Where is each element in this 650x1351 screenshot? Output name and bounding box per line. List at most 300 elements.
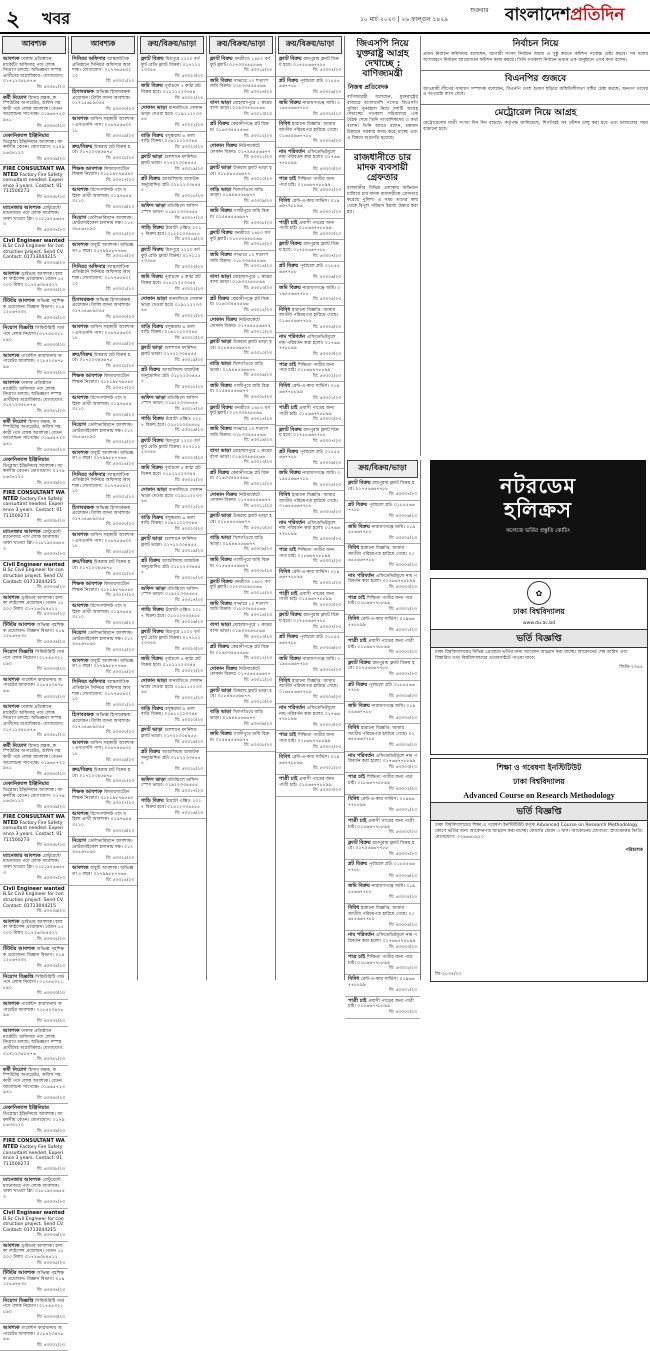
ad-ref: বি: ৫৩৩০৩/২৩ xyxy=(388,764,417,770)
ad-title: জমি বিক্রয় xyxy=(210,600,234,607)
ad-title: FIRE CONSULTANT WANTED xyxy=(3,814,65,826)
classified-ad xyxy=(276,493,344,518)
ad-ref: বি: ৫৩৩৩২/২৩ xyxy=(36,694,65,700)
classified-ad xyxy=(138,587,206,607)
ad-ref: বি: ৫৩৩৩৬/২৩ xyxy=(36,909,65,915)
ad-body: গুলশানে ফার্নিশড ফ্ল্যাট ভাড়া। ০১৭২২৩৩৪৪৫৫ xyxy=(141,537,197,548)
ad-body: মিরপুরে ১২০০ বর্গফুট রেডি ফ্ল্যাট বিক্রয়। ০১৭১১২২৩৩৪৪ xyxy=(141,57,201,74)
ad-title: শিক্ষক আবশ্যক xyxy=(72,581,104,588)
classified-ad xyxy=(276,221,344,241)
ad-ref: বি: ৫৩৩৩৪/২৩ xyxy=(36,315,65,321)
ad-body: নারায়ণগঞ্জে জমি। ০১৯৫৫৬৬৭৭৮৮ xyxy=(279,471,341,483)
ad-title: পাত্র চাই xyxy=(348,774,367,781)
classified-ad xyxy=(138,325,206,345)
ads-list xyxy=(276,57,344,797)
ad-ref: বি: ৫৩৩০২/২৩ xyxy=(312,559,341,565)
ad-title: কর্মী নিয়োগ xyxy=(3,742,29,749)
ad-title: বিবিধ xyxy=(279,197,292,204)
ad-body: বনশ্রীতে ১৪৫০ বর্গফুট ফ্ল্যাট। ০১৭৩৩৪৪৫৫৬৬ xyxy=(210,579,271,591)
ad-line-2: হলিক্রস xyxy=(503,497,573,522)
ad-title: ম্যানেজার আবশ্যক xyxy=(3,852,43,859)
ad-title: ফ্ল্যাট ভাড়া xyxy=(141,154,165,161)
classified-ad xyxy=(276,363,344,383)
ad-ref: বি: ৫৩৩৩৭/২৩ xyxy=(36,876,65,882)
ad-body: মিরপুরে ১২০০ বর্গফুট রেডি ফ্ল্যাট বিক্রয়। ০১৭১১২২৩৩৪৪ xyxy=(141,248,201,265)
ad-title: মেকানিক্যাল ইঞ্জিনিয়ার xyxy=(3,133,49,140)
ad-body: ড্রাইভার আবশ্যক। হালকা লাইসেন্স প্রয়োজন। বেতন ১৫০০০ টাকা। ০১৭২৬৩৮৪৫১২ xyxy=(3,1243,64,1261)
classified-column-2 xyxy=(69,36,138,980)
classified-ad xyxy=(138,297,206,322)
classified-ad xyxy=(0,134,68,165)
ad-ref: বি: ৫৩৩৪১/২৩ xyxy=(36,409,65,415)
ad-ref: বি: ৫৩৩২০/২৩ xyxy=(174,335,203,341)
ad-title: প্লট বিক্রয় xyxy=(348,681,369,688)
ad-ref: বি: ৫৩৩০৪/২৩ xyxy=(388,742,417,748)
ad-body: মতিঝিলে অফিস স্পেস ভাড়া। ০১৯২২৩৩৪৪৫৫ xyxy=(141,777,198,789)
ad-ref: বি: ৫৩৩০১/২৩ xyxy=(312,395,341,401)
ad-ref: বি: ৫৩৩২৪/২৩ xyxy=(105,254,134,260)
ad-body: রেস্টুরেন্টে ম্যানেজার পদে লোক আবশ্যক। থাকা খাওয়া ফ্রি। ০১৮১৯২৪৬৫৫৩ xyxy=(3,1177,65,1200)
ad-ref: বি: ৫৩৩৩০/২৩ xyxy=(105,730,134,736)
ad-ref: বি: ৫৩৩২৮/২৩ xyxy=(105,363,134,369)
ad-body: পূর্বাচলে প্লট। ০১৮৫৫৬৬৭৭৮৮ xyxy=(279,78,340,90)
ad-ref: বি: ৫৩৩০৪/২৩ xyxy=(312,139,341,145)
ad-body: উত্তরায় ফ্ল্যাট ভাড়া হবে। ০১৮৪৪৫৫৬৬৭৭ xyxy=(210,340,272,351)
classified-ad xyxy=(69,243,137,263)
ad-title: বিবিধ xyxy=(279,121,292,128)
ad-body: বাবুর্চি আবশ্যক। অভিজ্ঞতা ৫ বছর। ০১৭৯৯৮৮৭৭৬৬ xyxy=(72,658,134,670)
classified-ad xyxy=(276,657,344,677)
ad-ref: বি: ৫৩৩১০/২৩ xyxy=(243,525,272,531)
ad-body: শিক্ষিতা পাত্রীর জন্য পাত্র চাই। ০১৮৬৬৭৭৮৮৯৯ xyxy=(279,547,335,559)
ad-title: ম্যানেজার আবশ্যক xyxy=(3,204,43,211)
ad-title: পাত্র চাই xyxy=(279,176,298,183)
ad-ref: বি: ৫৩৩০৩/২৩ xyxy=(312,351,341,357)
classified-column-1 xyxy=(0,36,69,1348)
ad-title: জমি বিক্রয় xyxy=(210,77,234,84)
ad-body: নারায়ণগঞ্জে জমি। ০১৯৫৫৬৬৭৭৮৮ xyxy=(279,286,341,297)
ad-title: জমি বিক্রয় xyxy=(279,285,303,291)
classified-ad xyxy=(69,188,137,213)
ad-ref: বি: ৫৩৩০৬/২৩ xyxy=(388,513,417,519)
ad-title: আবশ্যক xyxy=(3,594,22,601)
classified-ad xyxy=(0,530,68,561)
classified-ad xyxy=(345,754,420,774)
ad-ref: বি: ৫৩৩৩০/২৩ xyxy=(105,314,134,320)
ad-body: উত্তরায় প্লট বিক্রয় হবে। ০১৭১২৩৪৫৬৭৮ xyxy=(72,768,131,779)
ad-ref: বি: ৫৩৩২৯/২৩ xyxy=(105,134,134,140)
ad-body: নারায়ণগঞ্জে জমি। ০১৯৫৫৬৬৭৭৮৮ xyxy=(348,524,416,536)
ad-title: প্লট বিক্রয় xyxy=(279,634,300,641)
university-seal-icon: ✿ xyxy=(527,581,551,605)
ad-body: রামপুরায় ফ্ল্যাট বিক্রয় হবে। ০১৭৫৫৬৬৭৭৮৮ xyxy=(279,427,339,439)
ad-body: টয়োটা এক্সিও ২০১৭ বিক্রয় হবে। ০১৫২২৩৩৪৪৫৫ xyxy=(141,608,202,619)
classified-ad xyxy=(276,79,344,99)
ad-body: এফিডেভিটমূলে নাম পরিবর্তন করা হলো। ০১৭৬৬৭৭৮৮৯৯ xyxy=(279,706,340,723)
ad-ref: বি: ৫৩৩১৪/২৩ xyxy=(243,438,272,444)
ad-body: পূর্বাচলে প্লট। ০১৮৫৫৬৬৭৭৮৮ xyxy=(279,264,340,275)
notice-org: ঢাকা বিশ্ববিদ্যালয় xyxy=(513,607,565,616)
classified-ad xyxy=(138,177,206,202)
ad-ref: বি: ৫৩৩২২/২৩ xyxy=(174,668,203,674)
ad-ref: বি: ৫৩৩৩৮/২৩ xyxy=(36,843,65,849)
ad-title: আবশ্যক xyxy=(3,270,22,277)
ad-body: টয়োটা এক্সিও ২০১৭ বিক্রয় হবে। ০১৫২২৩৩৪৪৫৫ xyxy=(141,226,202,237)
ad-ref: বি: ৫৩৩০৮/২৩ xyxy=(243,394,272,400)
ad-title: জমি বিক্রয় xyxy=(210,382,234,389)
classified-ad xyxy=(0,920,68,945)
ad-title: নিয়োগ xyxy=(72,630,88,637)
ad-ref: বি: ৫৩৩৩৫/২৩ xyxy=(36,1260,65,1266)
ad-title: ফ্ল্যাট বিক্রয় xyxy=(210,578,235,585)
ad-body: বাবুর্চি আবশ্যক। অভিজ্ঞতা ৫ বছর। ০১৭৯৯৮৮৭৭৬৬ xyxy=(72,866,134,878)
ad-title: আবশ্যক xyxy=(72,810,91,817)
ad-title: প্লট বিক্রয় xyxy=(348,861,369,868)
ad-title: আবশ্যক xyxy=(3,704,22,711)
ad-body: শিক্ষিতা পাত্রীর জন্য পাত্র চাই। ০১৮৬৬৭৭৮৮৯৯ xyxy=(348,775,413,786)
ad-ref: বি: ৫৩৩০৩/২৩ xyxy=(388,944,417,950)
classified-ad xyxy=(345,661,420,681)
ad-title: ফ্ল্যাট ভাড়া xyxy=(141,345,165,352)
ad-title: বাসা ভাড়া xyxy=(210,448,233,455)
ad-title: প্লট বিক্রয় xyxy=(141,367,162,374)
ad-body: প্রবাসী পাত্রের জন্য পাত্রী চাই। ০১৫৬৬৭৭৮৮৯৯ xyxy=(348,818,414,830)
notice-body: ঢাকা বিশ্ববিদ্যালয়ের শিক্ষা ও গবেষণা ইনস্টিটিউট কর্তৃক Advanced Course on Research Methodology কোর্সে ভর্তির জন্য আবেদনপত্র আহ্বান করা যাচ্ছে। কোর্সের মেয়াদ ৩ মাস। আবেদনের যোগ্যতা: স্নাতকোত্তর ডিগ্রি। যোগাযোগ: ০২৯৬৬১৯২০ xyxy=(435,823,643,840)
classified-ad xyxy=(276,150,344,175)
ad-title: বিবিধ xyxy=(348,796,361,803)
classified-ad xyxy=(69,506,137,531)
ad-ref: বি: ৫৩৩৩৩/২৩ xyxy=(36,991,65,997)
coaching-advertisement xyxy=(430,460,646,570)
ad-body: গাজীপুরে জমি বিক্রয়। ০১৫৪৪৫৫৬৬৭৭ xyxy=(210,557,270,569)
classified-ad xyxy=(0,975,68,1000)
ad-ref: বি: ৫৩৩০৭/২৩ xyxy=(388,851,417,857)
ad-body: পূর্বাচলে প্লট। ০১৮৫৫৬৬৭৭৮৮ xyxy=(348,862,415,874)
ad-ref: বি: ৫৩৩০২/২৩ xyxy=(388,606,417,612)
ad-title: অফিস ভাড়া xyxy=(141,394,168,401)
classified-ad xyxy=(0,782,68,813)
classified-ad xyxy=(207,340,275,360)
ad-body: ঢাকাস্থ প্রতিষ্ঠানে মার্কেটিং অফিসার পদে লোক নিয়োগ চলছে। অভিজ্ঞতা সম্পন্ন প্রার্থীদের অগ্রাধিকার। যোগাযোগ: ০১৭১১৩৫৮৪৭৬ xyxy=(3,381,64,409)
ad-title: বাড়ি ভাড়া xyxy=(210,186,233,193)
ad-title: পাত্রী চাই xyxy=(279,405,300,412)
ad-title: বিবিধ xyxy=(348,975,361,982)
classified-ad xyxy=(0,96,68,133)
classified-column-4 xyxy=(207,36,276,980)
ad-body: এফিডেভিটমূলে নাম পরিবর্তন করা হলো। ০১৭৬৬৭৭৮৮৯৯ xyxy=(348,753,417,765)
ad-title: পাত্রী চাই xyxy=(279,775,300,782)
classified-ad xyxy=(138,488,206,513)
classified-ad xyxy=(138,630,206,655)
ad-ref: বি: ৫৩৩৩২/২৩ xyxy=(36,1342,65,1348)
classified-ad xyxy=(138,204,206,224)
ad-body: বসুন্ধরায় ৬ তলা বাড়ি বিক্রয়। ০১৬১১২২৩৩৪৪ xyxy=(141,324,198,336)
ad-title: ক্রয়/বিক্রয় xyxy=(72,559,95,566)
ad-body: মতিঝিলে অফিস স্পেস ভাড়া। ০১৯২২৩৩৪৪৫৫ xyxy=(141,586,198,598)
classified-ad xyxy=(207,188,275,208)
classified-ad xyxy=(276,635,344,655)
ad-body: রেন্ট-এ-কার সার্ভিস। ০১৯৬৬৭৭৮৮৯৯ xyxy=(348,797,415,808)
ad-title: নাম পরিবর্তন xyxy=(279,148,307,155)
ad-ref: বি: ৫৩৩১৩/২৩ xyxy=(243,634,272,640)
classified-ad xyxy=(138,248,206,273)
ad-ref: বি: ৫৩৩২৮/২৩ xyxy=(105,779,134,785)
ad-ref: বি: ৫৩৩১৪/২৩ xyxy=(243,612,272,618)
ad-body: নিউমার্কেটে দোকান বিক্রয়। ০১৭৪৪৫৫৬৬৭৭ xyxy=(210,666,271,678)
ad-ref: বি: ৫৩৩৪১/২৩ xyxy=(36,84,65,90)
ad-title: কর্মী নিয়োগ xyxy=(3,1066,29,1073)
ad-ref: বি: ৫৩৩০৪/২৩ xyxy=(388,922,417,928)
classified-ad xyxy=(276,471,344,491)
ad-title: ম্যানেজার আবশ্যক xyxy=(3,528,43,535)
ad-ref: বি: ৫৩৩৩৮/২৩ xyxy=(36,519,65,525)
classified-ad xyxy=(0,57,68,94)
ad-title: জমি বিক্রয় xyxy=(141,465,165,472)
notice-ref: জিডি-২৩৪৫ xyxy=(619,665,643,671)
classified-ad xyxy=(276,755,344,775)
ad-ref: বি: ৫৩৩২৫/২৩ xyxy=(105,440,134,446)
classified-ad xyxy=(138,750,206,775)
ad-body: ধানমন্ডিতে দোকান ভাড়া দেওয়া হবে। ০১৯১১২২৩৩৪৪ xyxy=(141,297,203,314)
ad-body: ডেলিভারিম্যান আবশ্যক। মোটরসাইকেল চালনায় দক্ষ। ০১৭৩৪৫৬৭৮৯০ xyxy=(72,215,134,232)
ad-body: রামপুরায় ফ্ল্যাট বিক্রয় হবে। ০১৭৫৫৬৬৭৭৮৮ xyxy=(279,613,339,624)
ad-body: প্রবাসী পাত্রের জন্য পাত্রী চাই। ০১৫৬৬৭৭৮৮৯৯ xyxy=(279,220,335,232)
ad-title: দোকান ভাড়া xyxy=(141,487,169,494)
ad-title: আবশ্যক xyxy=(72,739,91,746)
ad-ref: বি: ৫৩৩৩৩/২৩ xyxy=(36,667,65,673)
research-course-notice xyxy=(430,758,648,982)
ad-body: সিকিউরিটি গার্ড পদে লোক নিয়োগ। ০১৭৪৫৩২১৮৯০ xyxy=(3,650,65,667)
ad-title: নিয়োগ বিজ্ঞপ্তি xyxy=(3,649,36,656)
classified-ad xyxy=(138,84,206,104)
ad-body: হারানো বিজ্ঞপ্তি: আমার জাতীয় পরিচয়পত্র হারিয়ে গেছে। ০১৬৫৫৬৬৭৭৮৮ xyxy=(279,493,339,510)
ad-title: ক্রয়/বিক্রয় xyxy=(72,143,95,150)
classified-ad xyxy=(138,346,206,366)
ad-ref: বি: ৫৩৩১০/২৩ xyxy=(243,351,272,357)
ad-body: অফিস সহকারী আবশ্যক। এসএসসি পাস। ০১৬৭৪৫৬৩২১৮ xyxy=(72,117,134,134)
ad-ref: বি: ৫৩৩৩৪/২৩ xyxy=(36,963,65,969)
ad-ref: বি: ৫৩৩৪০/২৩ xyxy=(36,771,65,777)
ad-title: আবশ্যক xyxy=(3,352,22,359)
ad-ref: বি: ৫৩৩০০/২৩ xyxy=(312,417,341,423)
ad-body: বনশ্রীতে ১৪৫০ বর্গফুট ফ্ল্যাট। ০১৭৩৩৪৪৫৫৬৬ xyxy=(210,405,271,417)
ad-title: আবশ্যক xyxy=(3,1000,22,1007)
classified-ad xyxy=(276,286,344,306)
classified-ad xyxy=(345,683,420,703)
ad-body: আন্তর্জাতিক প্রতিষ্ঠানে সিনিয়র অফিসার আবশ্যক। যোগাযোগ: ০১৭৭৬৫৪৩২১০ xyxy=(72,680,132,703)
ad-body: Factory Fire Safety consultant needed. Experience 3 years. Contact: 01711500273 xyxy=(3,1144,64,1167)
classified-ad xyxy=(207,79,275,99)
ad-title: পাত্রী চাই xyxy=(279,590,300,597)
ad-title: বিবিধ xyxy=(279,306,292,313)
ad-ref: বি: ৫৩৩৩৮/২৩ xyxy=(36,195,65,201)
ad-body: আন্তর্জাতিক প্রতিষ্ঠানে সিনিয়র অফিসার আবশ্যক। যোগাযোগ: ০১৭৭৬৫৪৩২১০ xyxy=(72,472,132,495)
ad-ref: বি: ৫৩৩০০/২৩ xyxy=(388,1009,417,1015)
ad-body: হারানো বিজ্ঞপ্তি: আমার জাতীয় পরিচয়পত্র হারিয়ে গেছে। ০১৬৫৫৬৬৭৭৮৮ xyxy=(279,122,339,139)
ad-body: ডিপ্লোমা ইঞ্জিনিয়ার আবশ্যক। আকর্ষণীয় বেতন। যোগাযোগ: ০১৭৯৮৬৩৪১২০ xyxy=(3,463,65,480)
classified-ad xyxy=(0,1326,68,1351)
ad-body: এফিডেভিটমূলে নাম পরিবর্তন করা হলো। ০১৭৬৬৭৭৮৮৯৯ xyxy=(348,933,417,944)
ad-body: অভিজ্ঞ গৃহশিক্ষক প্রয়োজন। বিজ্ঞান বিভাগ। ০১৯১২৫৬৭৪৩২ xyxy=(3,623,65,640)
classified-ad xyxy=(207,645,275,665)
classified-ad xyxy=(0,623,68,648)
ad-ref: বি: ৫৩৩০১/২৩ xyxy=(388,988,417,994)
ad-body: উত্তরায় প্লট বিক্রয় হবে। ০১৭১২৩৪৫৬৭৮ xyxy=(72,144,131,156)
ad-ref: বি: ৫৩৩১৭/২৩ xyxy=(174,788,203,794)
ad-body: হারানো বিজ্ঞপ্তি: আমার জাতীয় পরিচয়পত্র হারিয়ে গেছে। ০১৬৫৫৬৬৭৭৮৮ xyxy=(348,906,415,923)
ad-title: ফ্ল্যাট ভাড়া xyxy=(141,727,165,734)
ad-title: আবশ্যক xyxy=(3,1325,22,1331)
ad-ref: বি: ৫৩৩০৫/২৩ xyxy=(312,111,341,117)
ad-body: রিসেপশনিস্ট পদে মহিলা প্রার্থী আবশ্যক। ০১৯৭৬৫৪৩২১০ xyxy=(72,396,132,413)
classified-ad xyxy=(345,862,420,882)
ad-body: অভিজ্ঞ হিসাবরক্ষক প্রয়োজন। ট্যালি জানা আবশ্যক। ০১৭১৫৬৮৯০৪৫ xyxy=(72,297,131,314)
ad-title: প্লট বিক্রয় xyxy=(210,121,231,128)
classified-ad xyxy=(138,516,206,536)
ad-title: কর্মী নিয়োগ xyxy=(3,418,29,425)
classified-ad xyxy=(0,1299,68,1324)
header-day: শুক্রবার xyxy=(470,7,489,14)
ad-body: রামপুরায় ফ্ল্যাট বিক্রয় হবে। ০১৭৫৫৬৬৭৭৮৮ xyxy=(279,57,339,68)
ad-title: প্লট বিক্রয় xyxy=(141,749,162,756)
ad-title: পাত্র চাই xyxy=(279,361,298,368)
ad-ref: বি: ৫৩৩৩১/২৩ xyxy=(105,702,134,708)
ad-title: সিনিয়র অফিসার xyxy=(72,471,108,478)
classified-ad xyxy=(207,318,275,338)
ad-body: কিন্ডারগার্টেনে শিক্ষক নিয়োগ। ০১৮১৯৮৭৬৫৪৩ xyxy=(72,166,134,178)
ad-body: মোহাম্মদপুরে ২ রুমের বাসা ভাড়া। ০১৯৩৩৪৪৫৫৬৬ xyxy=(210,623,272,634)
ad-ref: বি: ৫৩৩০৬/২৩ xyxy=(388,873,417,879)
ad-title: ফ্ল্যাট বিক্রয় xyxy=(348,659,373,666)
ad-body: পূর্বাচলে ৫ কাঠা প্লট বিক্রয় হবে। ০১৮১১২২৩৩৪৪ xyxy=(141,84,201,95)
ad-title: FIRE CONSULTANT WANTED xyxy=(3,1138,65,1150)
classified-ad xyxy=(276,308,344,333)
ad-ref: বি: ৫৩৩২৭/২৩ xyxy=(105,177,134,183)
ad-body: পূর্বাচলে প্লট। ০১৮৫৫৬৬৭৭৮৮ xyxy=(279,449,340,461)
ad-title: টিউটর আবশ্যক xyxy=(3,622,37,629)
ad-title: আবশ্যক xyxy=(72,657,91,664)
ad-body: উত্তরায় ফ্ল্যাট ভাড়া হবে। ০১৮৪৪৫৫৬৬৭৭ xyxy=(210,165,272,177)
ad-body: প্রবাসী পাত্রের জন্য পাত্রী চাই। ০১৫৬৬৭৭৮৮৯৯ xyxy=(279,406,335,417)
ads-list xyxy=(69,57,137,886)
ad-body: সিকিউরিটি গার্ড পদে লোক নিয়োগ। ০১৭৪৫৩২১৮৯০ xyxy=(3,974,65,991)
ad-body: আশুলিয়ায় রাজউক অনুমোদিত প্লট। ০১৮২২৩৩৪৪৫৫ xyxy=(141,368,201,385)
ad-body: B.Sc Civil Engineer for construction project. Send CV. Contact: 01713044215 xyxy=(3,1216,64,1233)
ad-body: ড্রাইভার আবশ্যক। হালকা লাইসেন্স প্রয়োজন। বেতন ১৫০০০ টাকা। ০১৭২৬৩৮৪৫১২ xyxy=(3,595,64,612)
ad-ref: বি: ৫৩৩৩৩/২৩ xyxy=(36,1315,65,1321)
ad-ref: বি: ৫৩৩১৯/২৩ xyxy=(174,739,203,745)
ad-title: আবশ্যক xyxy=(3,380,22,387)
ad-body: গার্মেন্টস কারখানায় অপারেটর আবশ্যক। ০১৮৫২৩৪৭৮৯৬ xyxy=(3,1001,64,1019)
ad-ref: বি: ৫৩৩২৪/২৩ xyxy=(105,877,134,883)
classified-ad xyxy=(0,299,68,324)
classified-ad xyxy=(0,1002,68,1027)
classified-ad xyxy=(276,428,344,448)
ad-body: বনশ্রীতে ১৪৫০ বর্গফুট ফ্ল্যাট। ০১৭৩৩৪৪৫৫৬৬ xyxy=(210,231,271,242)
ad-body: নারায়ণগঞ্জে জমি। ০১৯৫৫৬৬৭৭৮৮ xyxy=(279,100,341,112)
ad-ref: বি: ৫৩৩০০/২৩ xyxy=(312,788,341,794)
ad-ref: বি: ৫৩৩২২/২৩ xyxy=(174,286,203,292)
classified-ad xyxy=(345,884,420,904)
ad-body: এফিডেভিটমূলে নাম পরিবর্তন করা হলো। ০১৭৬৬৭৭৮৮৯৯ xyxy=(279,149,340,166)
ad-ref: বি: ৫৩৩০৫/২৩ xyxy=(312,482,341,488)
classified-ad xyxy=(345,639,420,659)
ad-ref: বি: ৫৩৩২১/২৩ xyxy=(174,313,203,319)
ad-ref: বি: ৫৩৩৩৪/২৩ xyxy=(36,1288,65,1294)
classified-ad xyxy=(345,596,420,616)
ad-title: Civil Engineer wanted xyxy=(3,237,65,244)
ad-title: নিয়োগ xyxy=(72,422,88,429)
classified-ad xyxy=(138,417,206,437)
ad-ref: বি: ৫৩৩৩১/২৩ xyxy=(105,79,134,85)
classified-ad xyxy=(69,680,137,711)
ad-body: B.Sc Civil Engineer for construction project. Send CV. Contact: 01713044215 xyxy=(3,892,64,909)
ad-title: বাড়ি বিক্রয় xyxy=(141,132,166,139)
notice-ref: জি-২৮৩৭/২৩ xyxy=(435,972,462,978)
ad-ref: বি: ৫৩৩২২/২৩ xyxy=(174,477,203,483)
ad-title: জমি বিক্রয় xyxy=(348,703,372,710)
classified-ad xyxy=(0,326,68,351)
classified-ad xyxy=(345,617,420,637)
ad-ref: বি: ৫৩৩৩৩/২৩ xyxy=(36,343,65,349)
ad-ref: বি: ৫৩৩১৮/২৩ xyxy=(174,575,203,581)
classified-ad xyxy=(0,1139,68,1176)
ad-title: বাসা ভাড়া xyxy=(210,273,233,280)
ad-body: উত্তরায় প্লট বিক্রয় হবে। ০১৭১২৩৪৫৬৭৮ xyxy=(72,352,131,364)
ad-title: জমি বিক্রয় xyxy=(141,656,165,663)
ad-ref: বি: ৫৩৩৩৫/২৩ xyxy=(36,936,65,942)
ad-title: বাড়ি বিক্রয় xyxy=(141,323,166,330)
classified-ad xyxy=(0,206,68,237)
classified-ad xyxy=(138,134,206,154)
ad-title: পাত্র চাই xyxy=(279,732,298,739)
ad-ref: বি: ৫৩৩০০/২৩ xyxy=(312,231,341,237)
ad-title: ক্রয়/বিক্রয় xyxy=(72,351,95,358)
ad-title: পাত্র চাই xyxy=(279,546,298,553)
ad-ref: বি: ৫৩৩৪০/২৩ xyxy=(36,1095,65,1101)
ad-title: মেকানিক্যাল ইঞ্জিনিয়ার xyxy=(3,457,49,464)
ad-ref: বি: ৫৩৩০৮/২৩ xyxy=(243,220,272,226)
ad-body: গাজীপুরে জমি বিক্রয়। ০১৫৪৪৫৫৬৬৭৭ xyxy=(210,732,270,743)
classified-ad xyxy=(0,272,68,297)
classified-ad xyxy=(0,887,68,918)
ad-ref: বি: ৫৩৩২৬/২৩ xyxy=(105,620,134,626)
ad-body: সাভারে ১০ শতাংশ জমি বিক্রয়। ০১৮৩৩৪৪৫৫৬৬ xyxy=(210,427,269,438)
classified-ad xyxy=(345,546,420,571)
ad-body: মতিঝিলে অফিস স্পেস ভাড়া। ০১৯২২৩৩৪৪৫৫ xyxy=(141,204,198,216)
column-heading: ক্রয়/বিক্রয়/ভাড়া xyxy=(347,460,418,478)
ad-ref: বি: ৫৩৩৩১/২৩ xyxy=(105,287,134,293)
classified-ad xyxy=(207,57,275,77)
ad-body: নিউমার্কেটে দোকান বিক্রয়। ০১৭৪৪৫৫৬৬৭৭ xyxy=(210,144,271,155)
news-body: বাণিজ্যমন্ত্রী বলেছেন, যুক্তরাষ্ট্রের বাজারে বাংলাদেশি পণ্যের জিএসপি সুবিধা পুনর্বহাল নিয়ে দেশটি আগ্রহ দেখাচ্ছে। গতকাল সচিবালয়ে এক বৈঠক শেষে তিনি সাংবাদিকদের এ কথা বলেন। তিনি আরও বলেন, শ্রমমান উন্নয়নে সরকার কাজ করে যাচ্ছে এবং এ বিষয়ে অগ্রগতি হয়েছে। xyxy=(347,95,418,141)
news-headline: জিএসপি নিয়ে যুক্তরাষ্ট্র আগ্রহ দেখাচ্ছে : বাণিজ্যমন্ত্রী xyxy=(356,39,409,79)
ad-ref: বি: ৫৩৩২১/২৩ xyxy=(174,122,203,128)
ad-body: কেরানীগঞ্জে প্লট বিক্রয়। ০১৬৩৩৪৪৫৫৬৬ xyxy=(210,296,270,308)
classified-ad xyxy=(138,155,206,175)
ad-title: টিউটর আবশ্যক xyxy=(3,297,37,304)
ad-ref: বি: ৫৩৩১৫/২৩ xyxy=(243,242,272,248)
ad-body: নারায়ণগঞ্জে জমি। ০১৯৫৫৬৬৭৭৮৮ xyxy=(348,884,416,895)
ad-body: অভিজ্ঞ গৃহশিক্ষক প্রয়োজন। বিজ্ঞান বিভাগ। ০১৯১২৫৬৭৪৩২ xyxy=(3,947,65,964)
ad-body: ড্রাইভার আবশ্যক। হালকা লাইসেন্স প্রয়োজন। বেতন ১৫০০০ টাকা। ০১৭২৬৩৮৪৫১২ xyxy=(3,271,64,288)
ad-body: শিক্ষিতা পাত্রীর জন্য পাত্র চাই। ০১৮৬৬৭৭৮৮৯৯ xyxy=(279,177,335,188)
ad-ref: বি: ৫৩৩০৬/২৩ xyxy=(312,646,341,652)
classified-ad xyxy=(0,1271,68,1296)
classified-ad xyxy=(69,325,137,350)
classified-ad xyxy=(276,384,344,404)
classified-ad xyxy=(0,1244,68,1269)
